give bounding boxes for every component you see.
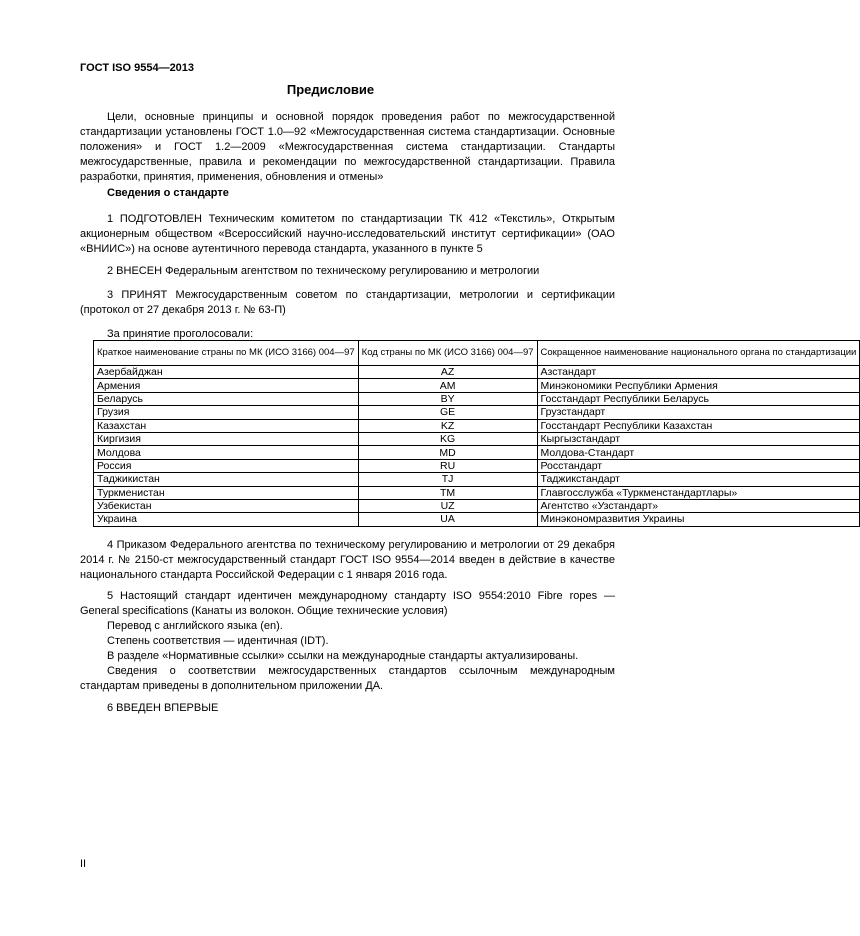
document-header: ГОСТ ISO 9554—2013 — [80, 62, 195, 74]
table-row — [94, 392, 860, 405]
country-cell: Азербайджан — [94, 366, 359, 379]
body-cell: Росстандарт — [537, 459, 860, 472]
item-2-paragraph: 2 ВНЕСЕН Федеральным агентством по техническому регулированию и метрологии — [107, 265, 540, 277]
country-cell: Казахстан — [94, 419, 359, 432]
body-cell: Госстандарт Республики Казахстан — [537, 419, 860, 432]
item-3-paragraph: 3 ПРИНЯТ Межгосударственным советом по стандартизации, метрологии и сертификации (протокол от 27 декабря 2013 г. № 63-П) — [80, 289, 615, 316]
country-cell: Узбекистан — [94, 499, 359, 512]
body-cell: Минэкономразвития Украины — [537, 513, 860, 526]
info-paragraph: Сведения о соответствии межгосударственных стандартов ссылочным международным стандартам приведены в дополнительном приложении ДА. — [80, 665, 615, 692]
table-header-row — [94, 341, 860, 366]
normative-line: В разделе «Нормативные ссылки» ссылки на международные стандарты актуализированы. — [107, 650, 579, 662]
table-row — [94, 459, 860, 472]
item-4-paragraph: 4 Приказом Федерального агентства по техническому регулированию и метрологии от 29 декабря 2014 г. № 2150-ст межгосударственный стандарт ГОСТ ISO 9554—2014 введен в действие в качестве национального стандарта Российской Федерации с 1 января 2016 года. — [80, 539, 615, 581]
voting-table-wrapper — [93, 340, 860, 527]
code-cell: TM — [358, 486, 537, 499]
code-cell: UZ — [358, 499, 537, 512]
code-cell: RU — [358, 459, 537, 472]
translation-line: Перевод с английского языка (en). — [107, 620, 283, 632]
item-5-paragraph: 5 Настоящий стандарт идентичен международному стандарту ISO 9554:2010 Fibre ropes — General specifications (Канаты из волокон. Общие технические условия) — [80, 590, 615, 617]
code-cell: MD — [358, 446, 537, 459]
code-cell: TJ — [358, 473, 537, 486]
body-cell: Таджикстандарт — [537, 473, 860, 486]
country-cell: Молдова — [94, 446, 359, 459]
body-cell: Главгосслужба «Туркменстандартлары» — [537, 486, 860, 499]
table-row — [94, 473, 860, 486]
table-row — [94, 379, 860, 392]
code-cell: AM — [358, 379, 537, 392]
item-6-paragraph: 6 ВВЕДЕН ВПЕРВЫЕ — [107, 702, 219, 714]
page-number: II — [80, 858, 87, 870]
voting-table — [93, 340, 860, 527]
header-country-name: Краткое наименование страны по МК (ИСО 3166) 004—97 — [94, 341, 359, 366]
body-cell: Кыргызстандарт — [537, 432, 860, 445]
table-row — [94, 513, 860, 526]
code-cell: KG — [358, 432, 537, 445]
code-cell: AZ — [358, 366, 537, 379]
code-cell: BY — [358, 392, 537, 405]
country-cell: Таджикистан — [94, 473, 359, 486]
code-cell: UA — [358, 513, 537, 526]
table-row — [94, 419, 860, 432]
table-row — [94, 366, 860, 379]
voted-label: За принятие проголосовали: — [107, 328, 254, 340]
section-heading: Сведения о стандарте — [107, 187, 229, 199]
table-row — [94, 432, 860, 445]
page-title: Предисловие — [286, 82, 375, 97]
body-cell: Грузстандарт — [537, 406, 860, 419]
country-cell: Армения — [94, 379, 359, 392]
body-cell: Агентство «Узстандарт» — [537, 499, 860, 512]
table-row — [94, 446, 860, 459]
body-cell: Минэкономики Республики Армения — [537, 379, 860, 392]
body-cell: Азстандарт — [537, 366, 860, 379]
header-standards-body: Сокращенное наименование национального органа по стандартизации — [537, 341, 860, 366]
body-cell: Молдова-Стандарт — [537, 446, 860, 459]
country-cell: Россия — [94, 459, 359, 472]
table-row — [94, 499, 860, 512]
conformity-line: Степень соответствия — идентичная (IDT). — [107, 635, 329, 647]
intro-paragraph: Цели, основные принципы и основной порядок проведения работ по межгосударственной стандартизации установлены ГОСТ 1.0—92 «Межгосударственная система стандартизации. Основные положения» и ГОСТ 1.2—2009 «Межгосударственная система стандартизации. Стандарты межгосударственные, правила и рекомендации по межгосударственной стандартизации. Правила разработки, принятия, применения, обновления и отмены» — [80, 111, 615, 183]
code-cell: GE — [358, 406, 537, 419]
table-row — [94, 486, 860, 499]
header-country-code: Код страны по МК (ИСО 3166) 004—97 — [358, 341, 537, 366]
country-cell: Киргизия — [94, 432, 359, 445]
body-cell: Госстандарт Республики Беларусь — [537, 392, 860, 405]
table-row — [94, 406, 860, 419]
country-cell: Украина — [94, 513, 359, 526]
country-cell: Грузия — [94, 406, 359, 419]
country-cell: Беларусь — [94, 392, 359, 405]
item-1-paragraph: 1 ПОДГОТОВЛЕН Техническим комитетом по стандартизации ТК 412 «Текстиль», Открытым акционерным обществом «Всероссийский научно-исследовательский институт сертификации» (ОАО «ВНИИС») на основе аутентичного перевода стандарта, указанного в пункте 5 — [80, 213, 615, 255]
code-cell: KZ — [358, 419, 537, 432]
country-cell: Туркменистан — [94, 486, 359, 499]
